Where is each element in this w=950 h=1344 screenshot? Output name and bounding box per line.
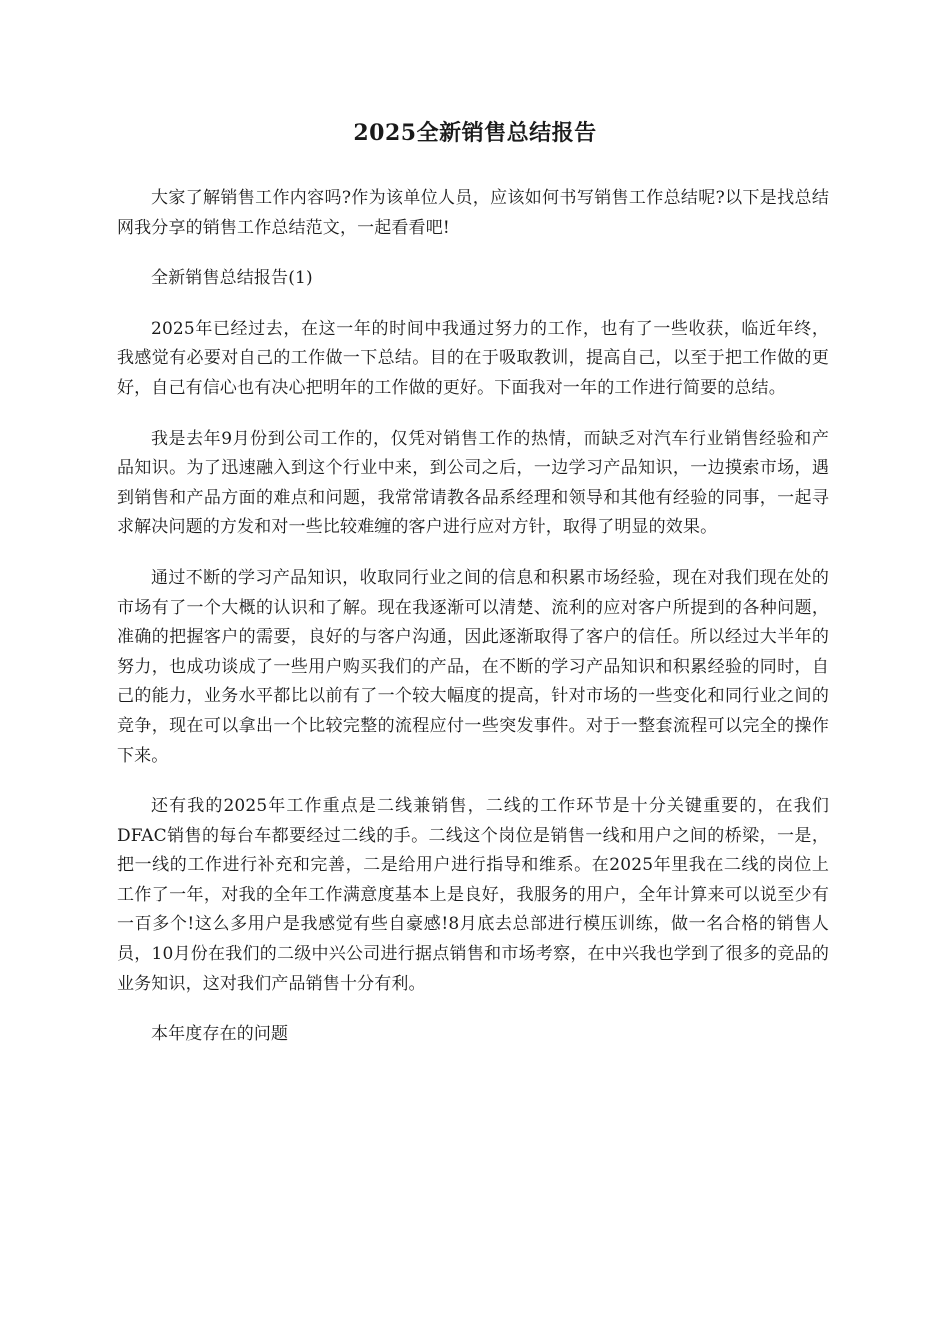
document-body [117, 184, 829, 1071]
section-heading: 本年度存在的问题 [151, 1024, 289, 1045]
document-title: 2025全新销售总结报告 [353, 120, 597, 146]
body-paragraph: 我是去年9月份到公司工作的，仅凭对销售工作的热情，而缺乏对汽车行业销售经验和产品知识。为了迅速融入到这个行业中来，到公司之后，一边学习产品知识，一边摸索市场，遇到销售和产品方面的难点和问题，我常常请教各品系经理和领导和其他有经验的同事，一起寻求解决问题的方发和对一些比较难缠的客户进行应对方针，取得了明显的效果。 [117, 428, 829, 538]
intro-paragraph: 大家了解销售工作内容吗?作为该单位人员，应该如何书写销售工作总结呢?以下是找总结网我分享的销售工作总结范文，一起看看吧! [117, 188, 829, 238]
body-paragraph: 2025年已经过去，在这一年的时间中我通过努力的工作，也有了一些收获，临近年终，我感觉有必要对自己的工作做一下总结。目的在于吸取教训，提高自己，以至于把工作做的更好，自己有信心也有决心把明年的工作做的更好。下面我对一年的工作进行简要的总结。 [117, 318, 829, 398]
body-paragraph: 通过不断的学习产品知识，收取同行业之间的信息和积累市场经验，现在对我们现在处的市场有了一个大概的认识和了解。现在我逐渐可以清楚、流利的应对客户所提到的各种问题，准确的把握客户的需要，良好的与客户沟通，因此逐渐取得了客户的信任。所以经过大半年的努力，也成功谈成了一些用户购买我们的产品，在不断的学习产品知识和积累经验的同时，自己的能力，业务水平都比以前有了一个较大幅度的提高，针对市场的一些变化和同行业之间的竞争，现在可以拿出一个比较完整的流程应付一些突发事件。对于一整套流程可以完全的操作下来。 [117, 567, 829, 766]
body-paragraph: 还有我的2025年工作重点是二线兼销售，二线的工作环节是十分关键重要的，在我们DFAC销售的每台车都要经过二线的手。二线这个岗位是销售一线和用户之间的桥梁，一是，把一线的工作进行补充和完善，二是给用户进行指导和维系。在2025年里我在二线的岗位上工作了一年，对我的全年工作满意度基本上是良好，我服务的用户，全年计算来可以说至少有一百多个!这么多用户是我感觉有些自豪感!8月底去总部进行模压训练，做一名合格的销售人员，10月份在我们的二级中兴公司进行据点销售和市场考察，在中兴我也学到了很多的竞品的业务知识，这对我们产品销售十分有利。 [117, 796, 829, 994]
section-heading: 全新销售总结报告(1) [151, 268, 313, 289]
